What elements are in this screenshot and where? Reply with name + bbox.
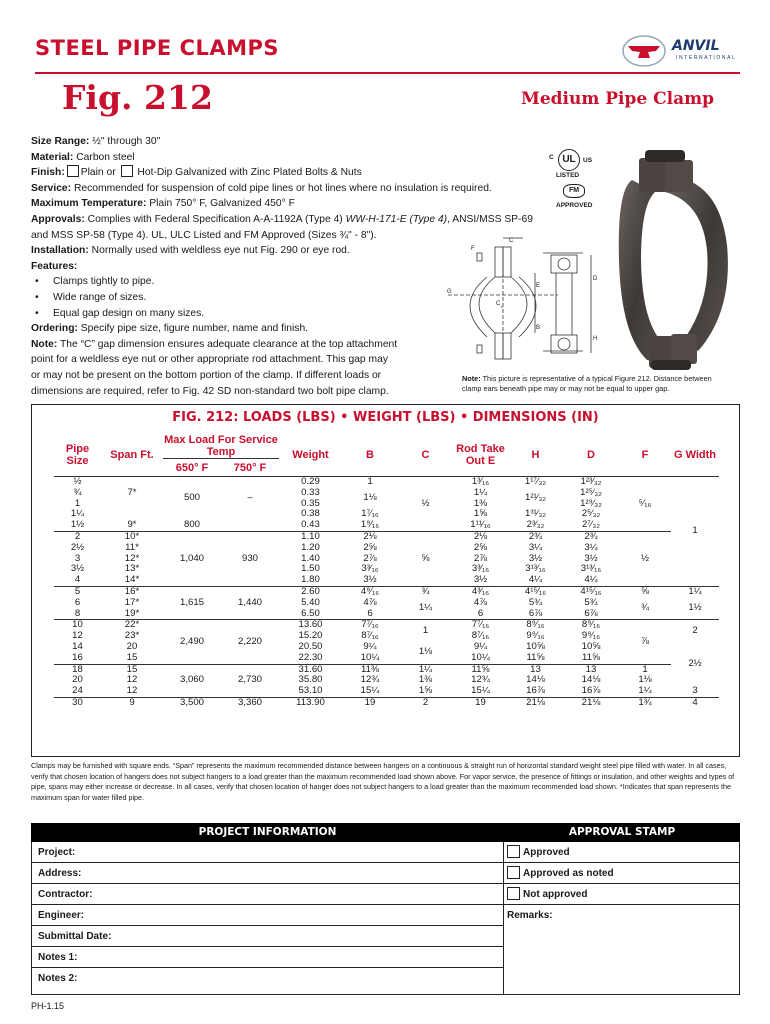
- cell-load-650: 800: [183, 519, 200, 531]
- cell-pipe-size: 4: [74, 574, 81, 586]
- cell-rod-take-out: 1¹¹⁄₁₆: [470, 519, 491, 531]
- cell-d: 6⅞: [584, 607, 598, 619]
- cell-span: 9: [101, 697, 163, 708]
- cell-rod-take-out: 4⅞: [473, 596, 488, 608]
- approval-stamp-heading: APPROVAL STAMP: [504, 823, 740, 842]
- cell-g-width: 1¼: [671, 586, 719, 597]
- cell-pipe-size: ½: [73, 476, 82, 487]
- cell-weight: 31.60: [279, 664, 342, 675]
- cell-d: 3¼: [584, 541, 598, 553]
- installation-value: Normally used with weldless eye nut Fig. 290 or eye rod.: [91, 245, 350, 257]
- cell-span: [101, 499, 163, 510]
- cell-d: 16⅞: [581, 685, 601, 697]
- engineer-field[interactable]: Engineer:: [31, 905, 503, 926]
- cell-span: 13*: [124, 563, 140, 575]
- cell-weight: 13.60: [279, 620, 342, 631]
- approvals-ansi: , ANSI/MSS SP-69: [447, 213, 533, 225]
- cell-pipe-size: 8: [74, 607, 81, 619]
- cell-c: 1⅛: [418, 646, 433, 658]
- cell-b: 19: [342, 697, 398, 708]
- not-approved-option[interactable]: [504, 884, 740, 905]
- dimension-diagram: [443, 233, 611, 373]
- cell-g-width: 4: [671, 697, 719, 708]
- cell-span: 12*: [124, 552, 140, 564]
- cell-g-width: 3: [692, 685, 698, 697]
- ordering-value: Specify pipe size, figure number, name and finish.: [80, 323, 309, 335]
- cell-h: 1²¹⁄₃₂: [525, 492, 546, 504]
- cell-pipe-size: 12: [72, 630, 83, 642]
- cell-span: 14*: [124, 574, 140, 586]
- cell-load-750: [221, 520, 279, 531]
- approved-label: Approved: [523, 847, 570, 858]
- cell-d: 10⅝: [581, 640, 601, 652]
- approvals-listing: and MSS SP-58 (Type 4). UL, ULC Listed and FM Approved (Sizes ¾" - 8").: [31, 229, 377, 241]
- diagram-label-d: D: [593, 276, 598, 282]
- cell-rod-take-out: 1¼: [473, 486, 488, 498]
- cell-load-750: 930: [221, 531, 279, 586]
- cell-load-750: 1,440: [221, 586, 279, 619]
- ul-listed: LISTED: [556, 172, 580, 179]
- note-line: The “C” gap dimension ensures adequate clearance at the top attachment: [60, 338, 398, 350]
- photo-note: [462, 374, 727, 394]
- cell-weight: 0.29: [301, 476, 320, 487]
- cell-load-650: 3,500: [163, 697, 221, 708]
- cell-g-width: 2: [671, 620, 719, 642]
- cell-c: 1¼: [418, 602, 433, 614]
- note-line: dimensions are required, refer to Fig. 42 SD non-standard two bolt pipe clamp.: [31, 385, 389, 397]
- cell-h: 5¾: [528, 596, 543, 608]
- cell-d: 3½: [584, 552, 598, 564]
- table-row: [54, 664, 719, 675]
- cell-c: ⅝: [398, 531, 453, 586]
- cell-h: 14⅛: [526, 674, 545, 686]
- cell-d: 4¹⁵⁄₁₆: [563, 586, 619, 597]
- table-row: [54, 620, 719, 631]
- section-title: STEEL PIPE CLAMPS: [35, 36, 280, 60]
- cell-span: 15: [101, 664, 163, 675]
- photo-note-text: This picture is representative of a typical Figure 212. Distance between clamp ears beneath pipe may or may not be equal to upper gap.: [462, 374, 712, 393]
- cell-c: ½: [421, 497, 430, 509]
- ul-mark-icon: UL: [558, 149, 580, 171]
- finish-label: Finish:: [31, 167, 65, 179]
- header-g-width: G Width: [671, 434, 719, 477]
- cell-b: 1: [367, 476, 373, 487]
- not-approved-label: Not approved: [523, 889, 588, 900]
- cell-h: 2³⁄₃₂: [526, 519, 545, 531]
- cell-d: 11⅝: [582, 651, 600, 663]
- cell-span: 12: [126, 674, 138, 686]
- cell-b: 3³⁄₁₆: [361, 563, 379, 575]
- cell-load-750: 2,220: [221, 620, 279, 664]
- cell-h: 1¹⁷⁄₃₂: [524, 476, 547, 487]
- product-subtitle: Medium Pipe Clamp: [521, 89, 714, 109]
- header-d: D: [563, 434, 619, 477]
- figure-number: Fig. 212: [62, 78, 213, 117]
- cell-span: 17*: [124, 596, 140, 608]
- cell-rod-take-out: 2⅝: [473, 541, 488, 553]
- diagram-label-b: B: [536, 325, 541, 331]
- diagram-label-l: L: [501, 304, 504, 309]
- cell-span: 11*: [125, 541, 139, 553]
- cell-rod-take-out: 6: [477, 607, 484, 619]
- cell-h: 4¼: [528, 574, 543, 586]
- features-label: Features:: [31, 260, 78, 272]
- cell-load-750: 2,730: [221, 664, 279, 697]
- table-footnote: Clamps may be furnished with square ends. “Span” represents the maximum recommended distance between hangers on a continuous & straight run of horizontal standard weight steel pipe filled with water. In all cases, verify that chosen location of hangers does not subject hangers to a load greater than the maximum recommended load shown above. For vapor service, the presence of fittings or insulation, and other weights and types of pipe, spans may either increase or decrease. In all cases, verify that chosen location of hanger does not subject hangers to a load greater than the maximum recommended load shown. *Indicates that span represents the maximum span for water filled pipe.: [31, 761, 735, 802]
- clamp-photo-icon: [607, 150, 742, 372]
- cell-weight: 53.10: [298, 685, 323, 697]
- cell-d: 2⁷⁄₃₂: [581, 519, 601, 531]
- brand-sub: INTERNATIONAL: [676, 55, 737, 61]
- cell-load-750: 3,360: [221, 697, 279, 708]
- diagram-label-e: E: [536, 283, 541, 289]
- header-rule: [35, 72, 740, 74]
- cell-weight: 0.33: [301, 486, 320, 498]
- cell-weight: 22.30: [298, 651, 323, 663]
- cell-f: 1: [619, 664, 671, 675]
- submittal-date-field[interactable]: Submittal Date:: [31, 926, 503, 947]
- notes-1-field[interactable]: Notes 1:: [31, 947, 503, 968]
- cell-f: 1¾: [619, 697, 671, 708]
- cell-pipe-size: 3½: [70, 563, 85, 575]
- approvals-label: Approvals:: [31, 213, 85, 225]
- cell-b: 7⁷⁄₁₆: [342, 620, 398, 631]
- cell-pipe-size: 3: [74, 552, 81, 564]
- cell-b: 1⅛: [363, 492, 377, 504]
- cell-b: 1⁹⁄₁₆: [360, 519, 380, 531]
- finish-plain-checkbox[interactable]: [67, 165, 79, 177]
- cell-weight: 5.40: [301, 596, 320, 608]
- cell-pipe-size: 1½: [70, 519, 85, 531]
- address-field[interactable]: Address:: [31, 863, 503, 884]
- note-line: point for a weldless eye nut or other appropriate rod attachment. This gap may: [31, 354, 388, 366]
- cell-span: 15: [126, 651, 138, 663]
- cell-weight: 113.90: [279, 697, 342, 708]
- diagram-label-c: C: [509, 238, 514, 244]
- cell-span: 23*: [124, 630, 140, 642]
- cell-d: 14⅛: [581, 674, 601, 686]
- service-label: Service:: [31, 182, 72, 194]
- cell-load-650: 1,040: [163, 531, 221, 586]
- cell-rod-take-out: 2⅛: [453, 531, 508, 542]
- notes-2-field[interactable]: Notes 2:: [38, 973, 78, 984]
- cell-weight: 1.40: [301, 552, 320, 564]
- size-range-label: Size Range:: [31, 136, 90, 147]
- cell-d: 5¾: [584, 596, 598, 608]
- cell-b: 2⅛: [342, 531, 398, 542]
- cell-h: 3½: [528, 552, 543, 564]
- cell-pipe-size: 6: [74, 596, 81, 608]
- header-b: B: [342, 434, 398, 477]
- cell-rod-take-out: 7⁷⁄₁₆: [453, 620, 508, 631]
- approved-as-noted-label: Approved as noted: [523, 868, 614, 879]
- approved-checkbox[interactable]: [507, 845, 520, 858]
- project-field[interactable]: Project:: [31, 842, 503, 863]
- cell-f: ⁵⁄₁₆: [638, 497, 652, 509]
- approved-option[interactable]: [504, 842, 740, 863]
- cell-rod-take-out: 2⅞: [473, 552, 488, 564]
- cell-span: 16*: [101, 586, 163, 597]
- cell-rod-take-out: 1⅝: [473, 508, 488, 520]
- table-row: [54, 686, 719, 697]
- cell-weight: 15.20: [298, 630, 323, 642]
- cell-weight: 2.60: [279, 586, 342, 597]
- cell-rod-take-out: 19: [453, 697, 508, 708]
- cell-h: 8⁹⁄₁₆: [508, 620, 563, 631]
- cell-d: 8⁹⁄₁₆: [563, 620, 619, 631]
- cell-rod-take-out: 3½: [473, 574, 488, 586]
- service-value: Recommended for suspension of cold pipe lines or hot lines where no insulation is required.: [73, 182, 492, 194]
- max-temp-value: Plain 750° F, Galvanized 450° F: [149, 198, 295, 210]
- cell-weight: 1.20: [301, 541, 320, 553]
- cell-weight: 6.50: [301, 607, 320, 619]
- cell-f: ½: [619, 531, 671, 586]
- cell-d: 3¹³⁄₁₆: [580, 563, 602, 575]
- cell-h: 21⅛: [508, 697, 563, 708]
- cell-rod-take-out: 4³⁄₁₆: [453, 586, 508, 597]
- installation-label: Installation:: [31, 245, 89, 257]
- cell-pipe-size: 14: [72, 640, 83, 652]
- max-temp-label: Maximum Temperature:: [31, 198, 147, 210]
- cell-d: 4¼: [584, 574, 598, 586]
- cell-b: 4⅞: [363, 596, 377, 608]
- size-range-value: ½" through 30": [92, 136, 161, 147]
- cell-weight: 0.38: [301, 508, 320, 520]
- fm-approved: APPROVED: [556, 202, 593, 209]
- finish-galvanized-checkbox[interactable]: [121, 165, 133, 177]
- cell-h: 3¼: [528, 541, 543, 553]
- cell-d: 2¾: [563, 531, 619, 542]
- cell-rod-take-out: 9¼: [473, 640, 488, 652]
- cell-rod-take-out: 11⅝: [453, 664, 508, 675]
- cell-weight: 0.35: [301, 497, 320, 509]
- cell-b: 4⁹⁄₁₆: [342, 586, 398, 597]
- table-title: FIG. 212: LOADS (LBS) • WEIGHT (LBS) • DIMENSIONS (IN): [172, 410, 599, 425]
- finish-plain-label: Plain or: [80, 167, 116, 179]
- cell-load-650: 2,490: [163, 620, 221, 664]
- cell-b: 1⁷⁄₁₆: [361, 508, 379, 520]
- cell-pipe-size: 20: [72, 674, 83, 686]
- cell-span: 9*: [127, 519, 137, 531]
- cell-span: 10*: [101, 531, 163, 542]
- loads-table: [54, 434, 719, 709]
- cell-g-width: 2½: [688, 657, 702, 669]
- ordering-label: Ordering:: [31, 323, 78, 335]
- cell-d: 2⁵⁄₃₂: [581, 508, 601, 520]
- feature-item: • Clamps tightly to pipe.: [31, 274, 551, 290]
- diagram-label-h: H: [593, 336, 598, 342]
- finish-galvanized-label: Hot-Dip Galvanized with Zinc Plated Bolts & Nuts: [137, 167, 362, 179]
- cell-weight: 1.50: [301, 563, 320, 575]
- cell-f: ¾: [640, 602, 649, 614]
- cell-h: 13: [508, 664, 563, 675]
- cell-h: 3¹³⁄₁₆: [525, 563, 546, 575]
- cell-load-750: –: [247, 492, 253, 504]
- cell-b: 15¼: [360, 685, 380, 697]
- cell-f: ⅝: [619, 586, 671, 597]
- diagram-label-centerline: C: [496, 301, 501, 307]
- cell-f: 1⅛: [638, 674, 652, 686]
- cell-c: 1⅜: [418, 674, 433, 686]
- brand-name: ANVIL: [672, 38, 720, 54]
- cell-rod-take-out: 12¾: [471, 674, 490, 686]
- cell-span: 20: [126, 640, 138, 652]
- cell-load-650: 3,060: [163, 664, 221, 697]
- cell-weight: 0.43: [301, 519, 320, 531]
- cell-h: 16⅞: [526, 685, 545, 697]
- cell-d: 13: [563, 664, 619, 675]
- feature-item: • Equal gap design on many sizes.: [31, 306, 551, 322]
- cell-f: ⅞: [619, 620, 671, 664]
- table-row: [54, 586, 719, 597]
- table-row: [54, 531, 719, 542]
- cell-pipe-size: 30: [54, 697, 101, 708]
- cell-rod-take-out: 15¼: [471, 685, 490, 697]
- cell-c: 2: [398, 697, 453, 708]
- cell-weight: 20.50: [298, 640, 323, 652]
- cell-g-width: 1½: [688, 602, 702, 614]
- approvals-value: Complies with Federal Specification A-A-1192A (Type 4): [87, 213, 343, 225]
- cell-span: 12: [126, 685, 138, 697]
- cell-b: 11⅜: [342, 664, 398, 675]
- table-row: [54, 477, 719, 488]
- project-info-heading: PROJECT INFORMATION: [31, 823, 504, 842]
- cell-pipe-size: 5: [54, 586, 101, 597]
- cell-rod-take-out: 8⁷⁄₁₆: [471, 630, 490, 642]
- ul-us: US: [583, 157, 593, 164]
- cell-b: 2⅞: [363, 552, 377, 564]
- contractor-field[interactable]: Contractor:: [31, 884, 503, 905]
- header-span: Span Ft.: [101, 434, 163, 477]
- header-650f: 650° F: [163, 459, 221, 477]
- cell-pipe-size: 10: [54, 620, 101, 631]
- cell-d: 1²⁵⁄₃₂: [580, 486, 602, 498]
- cell-f: 1¼: [638, 685, 652, 697]
- cell-pipe-size: 16: [72, 651, 83, 663]
- cell-d: 9⁹⁄₁₆: [581, 630, 601, 642]
- cell-h: 6⅞: [528, 607, 543, 619]
- material-value: Carbon steel: [76, 151, 135, 163]
- cell-span: 19*: [124, 607, 140, 619]
- cell-pipe-size: 2: [54, 531, 101, 542]
- cell-b: 12¾: [360, 674, 380, 686]
- cell-pipe-size: ¾: [73, 486, 82, 498]
- cell-b: 6: [367, 607, 373, 619]
- material-label: Material:: [31, 151, 74, 163]
- cell-d: 21⅛: [563, 697, 619, 708]
- cell-c: 1⅝: [418, 685, 433, 697]
- cell-pipe-size: 18: [54, 664, 101, 675]
- header-c: C: [398, 434, 453, 477]
- cell-b: 2⅝: [363, 541, 377, 553]
- table-row: [54, 598, 719, 609]
- cell-h: 9⁹⁄₁₆: [526, 630, 545, 642]
- header-h: H: [508, 434, 563, 477]
- approved-as-noted-checkbox[interactable]: [507, 866, 520, 879]
- cell-h: 2¾: [508, 531, 563, 542]
- cell-d: 1²⁹⁄₃₂: [580, 497, 602, 509]
- cell-rod-take-out: 10¼: [471, 651, 490, 663]
- cell-d: 1²³⁄₃₂: [580, 476, 602, 487]
- header-weight: Weight: [279, 434, 342, 477]
- header-max-load: Max Load For Service Temp: [164, 434, 278, 458]
- header-750f: 750° F: [221, 459, 279, 477]
- cell-h: 4¹⁵⁄₁₆: [508, 586, 563, 597]
- cell-c: 1¼: [398, 664, 453, 675]
- cell-pipe-size: 1: [74, 497, 81, 509]
- cell-c: ¾: [398, 586, 453, 597]
- cell-span: 22*: [101, 620, 163, 631]
- cell-pipe-size: 2½: [70, 541, 85, 553]
- diagram-label-f: F: [471, 246, 475, 252]
- not-approved-checkbox[interactable]: [507, 887, 520, 900]
- header-rod-take-out: Rod Take Out E: [453, 434, 508, 477]
- table-row: [54, 675, 719, 686]
- cell-g-width: 1: [692, 525, 698, 537]
- cell-b: 10¼: [360, 651, 380, 663]
- cell-pipe-size: 1¼: [70, 508, 85, 520]
- note-label: Note:: [31, 338, 58, 350]
- cell-h: 10⅝: [526, 640, 545, 652]
- table-row: [54, 697, 719, 708]
- approved-as-noted-option[interactable]: [504, 863, 740, 884]
- page-number: PH-1.15: [31, 1001, 65, 1011]
- diagram-label-g: G: [447, 289, 452, 295]
- note-line: or may not be present on the bottom portion of the clamp. If different loads or: [31, 369, 382, 381]
- cell-c: 1: [398, 620, 453, 642]
- cell-b: 3½: [363, 574, 377, 586]
- remarks-field[interactable]: Remarks:: [507, 910, 553, 921]
- cell-weight: 35.80: [298, 674, 323, 686]
- photo-note-label: Note:: [462, 374, 481, 383]
- ul-c: C: [549, 154, 554, 161]
- fm-mark-icon: FM: [563, 184, 585, 198]
- cell-h: 1³¹⁄₃₂: [525, 508, 546, 520]
- header-pipe-size: Pipe Size: [54, 434, 101, 477]
- feature-item: • Wide range of sizes.: [31, 290, 551, 306]
- cell-rod-take-out: 1³⁄₁₆: [471, 476, 490, 487]
- cell-b: 9¼: [363, 640, 377, 652]
- approvals-spec: WW-H-171-E (Type 4): [345, 213, 448, 225]
- cell-weight: 1.10: [279, 531, 342, 542]
- cell-rod-take-out: 1⅜: [473, 497, 488, 509]
- cell-weight: 1.80: [301, 574, 320, 586]
- cell-rod-take-out: 3³⁄₁₆: [471, 563, 490, 575]
- cell-load-650: 500: [183, 492, 200, 504]
- header-f: F: [619, 434, 671, 477]
- cell-h: 11⅝: [526, 651, 545, 663]
- cell-load-650: 1,615: [163, 586, 221, 619]
- cell-span: 7*: [127, 486, 137, 498]
- cell-pipe-size: 24: [72, 685, 83, 697]
- cell-b: 8⁷⁄₁₆: [361, 630, 379, 642]
